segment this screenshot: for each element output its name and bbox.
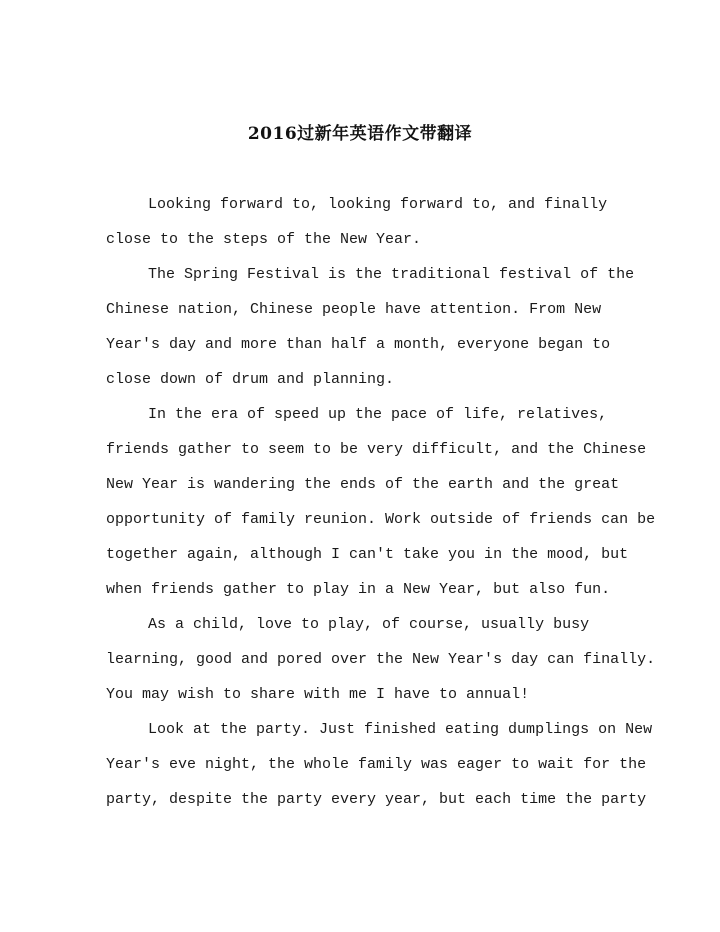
- paragraph-line: party, despite the party every year, but each time the party: [106, 791, 647, 808]
- paragraph-line: Look at the party. Just finished eating dumplings on New: [148, 721, 653, 738]
- paragraph-line: opportunity of family reunion. Work outside of friends can be: [106, 511, 656, 528]
- paragraph-line: together again, although I can't take you in the mood, but: [106, 546, 629, 563]
- paragraph-line: You may wish to share with me I have to annual!: [106, 686, 530, 703]
- paragraph-line: when friends gather to play in a New Year, but also fun.: [106, 581, 611, 598]
- document-title: 2016过新年英语作文带翻译: [247, 124, 473, 144]
- paragraph-line: close to the steps of the New Year.: [106, 231, 422, 248]
- paragraph-line: Looking forward to, looking forward to, and finally: [148, 196, 608, 213]
- paragraph-line: learning, good and pored over the New Year's day can finally.: [106, 651, 656, 668]
- paragraph-line: In the era of speed up the pace of life, relatives,: [148, 406, 608, 423]
- paragraph-line: Year's day and more than half a month, everyone began to: [106, 336, 611, 353]
- paragraph-line: Chinese nation, Chinese people have attention. From New: [106, 301, 602, 318]
- paragraph-line: As a child, love to play, of course, usually busy: [148, 616, 590, 633]
- paragraph-line: close down of drum and planning.: [106, 371, 395, 388]
- paragraph-line: The Spring Festival is the traditional festival of the: [148, 266, 635, 283]
- document-body: [106, 187, 656, 817]
- paragraph-line: friends gather to seem to be very difficult, and the Chinese: [106, 441, 647, 458]
- paragraph-line: New Year is wandering the ends of the earth and the great: [106, 476, 620, 493]
- paragraph-line: Year's eve night, the whole family was eager to wait for the: [106, 756, 647, 773]
